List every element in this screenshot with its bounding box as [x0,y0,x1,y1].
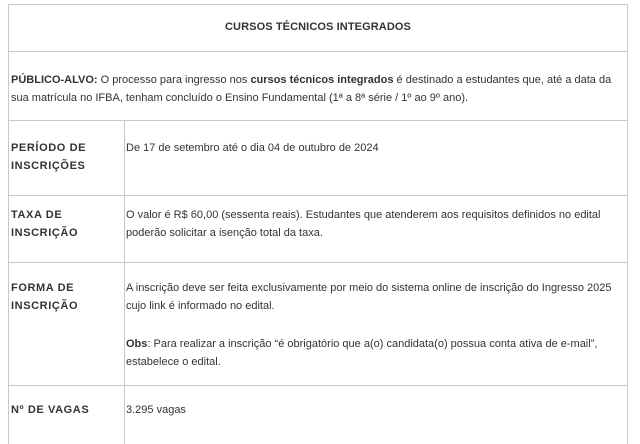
taxa-label [11,206,119,242]
row-divider [9,195,627,196]
forma-obs-label: Obs [126,338,148,350]
vagas-value: 3.295 vagas [126,404,186,416]
forma-label-line1: FORMA DE [11,282,75,294]
forma-obs [126,335,621,371]
publico-alvo-text-after: é destinado a estudantes que, até a data da sua matrícula no IFBA, tenham concluído o Ensino Fundamental (1ª a 8ª série / 1º ao 9º ano). [11,74,612,104]
info-table [8,4,628,444]
periodo-label [11,139,119,175]
publico-alvo-text-before: O processo para ingresso nos [97,74,251,86]
forma-label-line2: INSCRIÇÃO [11,300,79,312]
table-title: CURSOS TÉCNICOS INTEGRADOS [225,21,411,33]
vagas-label: Nº DE VAGAS [11,404,90,416]
taxa-value: O valor é R$ 60,00 (sessenta reais). Estudantes que atenderem aos requisitos definidos no edital poderão solicitar a isenção total da taxa. [126,209,601,239]
publico-alvo-bold: cursos técnicos integrados [250,74,394,86]
column-divider [124,120,125,444]
row-divider [9,120,627,121]
periodo-value: De 17 de setembro até o dia 04 de outubro de 2024 [126,142,379,154]
row-divider [9,385,627,386]
table-top-border [9,4,627,5]
periodo-label-line2: INSCRIÇÕES [11,160,86,172]
publico-alvo-paragraph [11,71,621,107]
periodo-label-line1: PERÍODO DE [11,142,87,154]
taxa-label-line2: INSCRIÇÃO [11,227,79,239]
forma-obs-text: : Para realizar a inscrição “é obrigatório que a(o) candidata(o) possua conta ativa de e-mail”, estabelece o edital. [126,338,598,368]
forma-label [11,279,119,315]
publico-alvo-label: PÚBLICO-ALVO: [11,74,98,86]
row-divider [9,262,627,263]
taxa-label-line1: TAXA DE [11,209,63,221]
row-divider [9,51,627,52]
forma-value: A inscrição deve ser feita exclusivamente por meio do sistema online de inscrição do Ingresso 2025 cujo link é informado no edital. [126,282,612,312]
